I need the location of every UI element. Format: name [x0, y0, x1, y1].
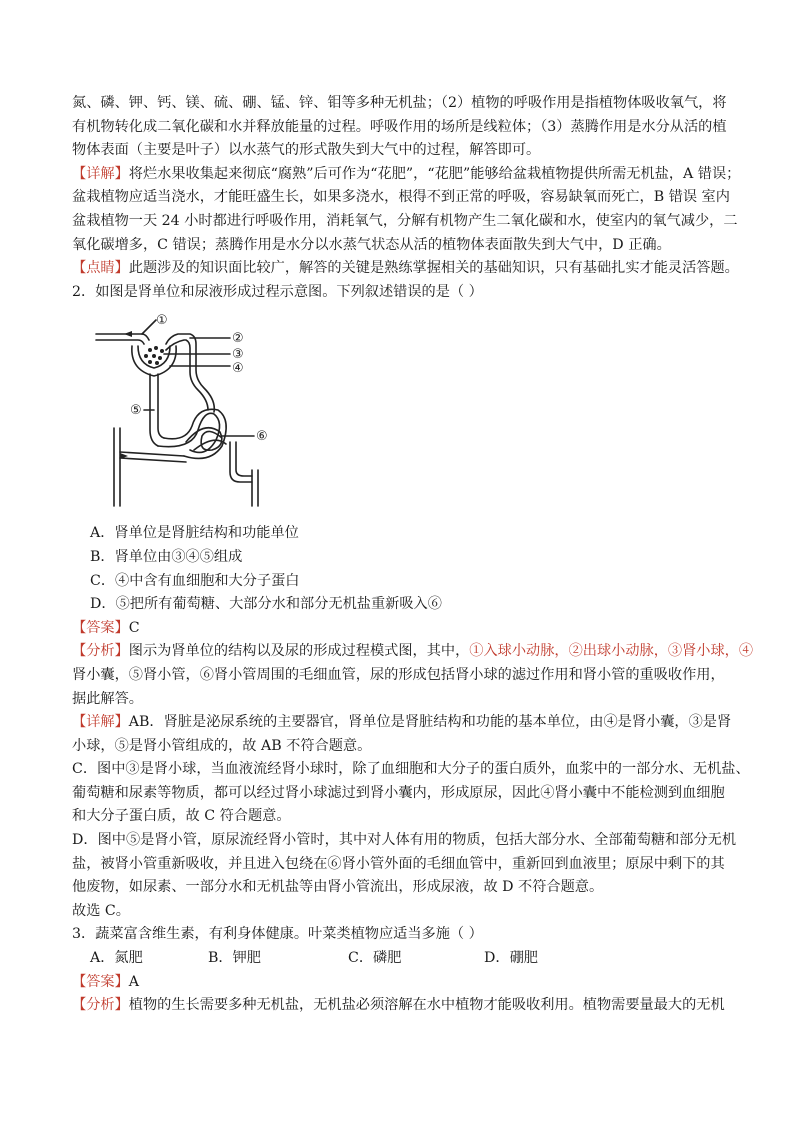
detail-tag: 【详解】 — [72, 714, 129, 731]
option-b: B．肾单位由③④⑤组成 — [90, 548, 243, 565]
text-line: 物体表面（主要是叶子）以水蒸气的形式散失到大气中的过程，解答即可。 — [72, 142, 541, 159]
text-line: 葡萄糖和尿素等物质，都可以经过肾小球滤过到肾小囊内，形成原尿，因此④肾小囊中不能检测到血细胞 — [72, 784, 725, 801]
comment-line: 【点睛】此题涉及的知识面比较广，解答的关键是熟练掌握相关的基础知识，只有基础扎实才能灵活答题。 — [72, 260, 739, 277]
answer-value: A — [128, 973, 140, 990]
text-line: C．图中③是肾小球，当血液流经肾小球时，除了血细胞和大分子的蛋白质外，血浆中的一部分水、无机盐、 — [72, 761, 750, 778]
answer-tag: 【答案】 — [72, 973, 129, 990]
question-2-stem: 2．如图是肾单位和尿液形成过程示意图。下列叙述错误的是（ ） — [72, 283, 483, 300]
label-1: ① — [156, 313, 168, 329]
option-a: A．肾单位是肾脏结构和功能单位 — [90, 525, 299, 542]
detail-line: 【详解】AB．肾脏是泌尿系统的主要器官，肾单位是肾脏结构和功能的基本单位，由④是肾小囊，③是肾 — [72, 714, 732, 731]
text-line: 盆栽植物一天 24 小时都进行呼吸作用，消耗氧气，分解有机物产生二氧化碳和水，使室内的氧气减少，二 — [72, 212, 738, 229]
text-line: 肾小囊，⑤肾小管，⑥肾小管周围的毛细血管，尿的形成包括肾小球的滤过作用和肾小管的重吸收作用， — [72, 666, 725, 683]
label-3: ③ — [232, 347, 244, 363]
analysis-tag: 【分析】 — [72, 997, 129, 1014]
analysis-line: 【分析】植物的生长需要多种无机盐，无机盐必须溶解在水中植物才能吸收利用。植物需要量最大的无机 — [72, 997, 725, 1014]
text-line: D．图中⑤是肾小管，原尿流经肾小管时，其中对人体有用的物质，包括大部分水、全部葡萄糖和部分无机 — [72, 832, 737, 849]
option-c: C．④中含有血细胞和大分子蛋白 — [90, 572, 300, 589]
question-3-options — [72, 947, 724, 971]
label-5: ⑤ — [130, 403, 142, 419]
text-line: 盐，被肾小管重新吸收，并且进入包绕在⑥肾小管外面的毛细血管中，重新回到血液里；原尿中剩下的其 — [72, 855, 725, 872]
answer-line — [72, 971, 724, 995]
text-line: 盆栽植物应适当浇水，才能旺盛生长，如果多浇水，根得不到正常的呼吸，容易缺氧而死亡，B 错误 室内 — [72, 189, 730, 206]
detail-line: 【详解】将烂水果收集起来彻底“腐熟”后可作为“花肥”，“花肥”能够给盆栽植物提供所需无机盐，A 错误； — [72, 165, 741, 182]
option-d: D．硼肥 — [484, 950, 538, 967]
analysis-tag: 【分析】 — [72, 643, 129, 660]
analysis-line: 【分析】图示为肾单位的结构以及尿的形成过程模式图，其中，①入球小动脉，②出球小动脉，③肾小球，④ — [72, 643, 754, 660]
detail-tag: 【详解】 — [72, 165, 129, 182]
answer-tag: 【答案】 — [72, 619, 129, 636]
comment-tag: 【点睛】 — [72, 260, 129, 277]
answer-value: C — [128, 619, 140, 636]
question-3-stem: 3．蔬菜富含维生素，有利身体健康。叶菜类植物应适当多施（ ） — [72, 926, 483, 943]
label-4: ④ — [232, 361, 244, 377]
option-d: D．⑤把所有葡萄糖、大部分水和部分无机盐重新吸入⑥ — [90, 596, 442, 613]
text-line: 和大分子蛋白质，故 C 符合题意。 — [72, 808, 291, 825]
text-line: 故选 C。 — [72, 902, 130, 919]
answer-line — [72, 617, 724, 641]
text-line: 据此解答。 — [72, 690, 143, 707]
document-page — [72, 92, 754, 1018]
label-2: ② — [232, 331, 244, 347]
text-line: 有机物转化成二氧化碳和水并释放能量的过程。呼吸作用的场所是线粒体；（3）蒸腾作用是水分从活的植 — [72, 118, 727, 135]
option-b: B．钾肥 — [208, 950, 261, 967]
text-line: 小球，⑤是肾小管组成的，故 AB 不符合题意。 — [72, 737, 372, 754]
text-line: 氮、磷、钾、钙、镁、硫、硼、锰、锌、钼等多种无机盐；（2）植物的呼吸作用是指植物体吸收氧气，将 — [72, 95, 727, 111]
nephron-diagram — [94, 310, 294, 510]
option-c: C．磷肥 — [348, 950, 402, 967]
label-6: ⑥ — [256, 429, 268, 445]
analysis-highlight: ①入球小动脉，②出球小动脉，③肾小球，④ — [469, 643, 754, 660]
option-a: A．氮肥 — [90, 950, 143, 967]
text-line: 氧化碳增多，C 错误；蒸腾作用是水分以水蒸气状态从活的植物体表面散失到大气中，D 正确。 — [72, 236, 671, 253]
text-line: 他废物，如尿素、一部分水和无机盐等由肾小管流出，形成尿液，故 D 不符合题意。 — [72, 879, 604, 896]
